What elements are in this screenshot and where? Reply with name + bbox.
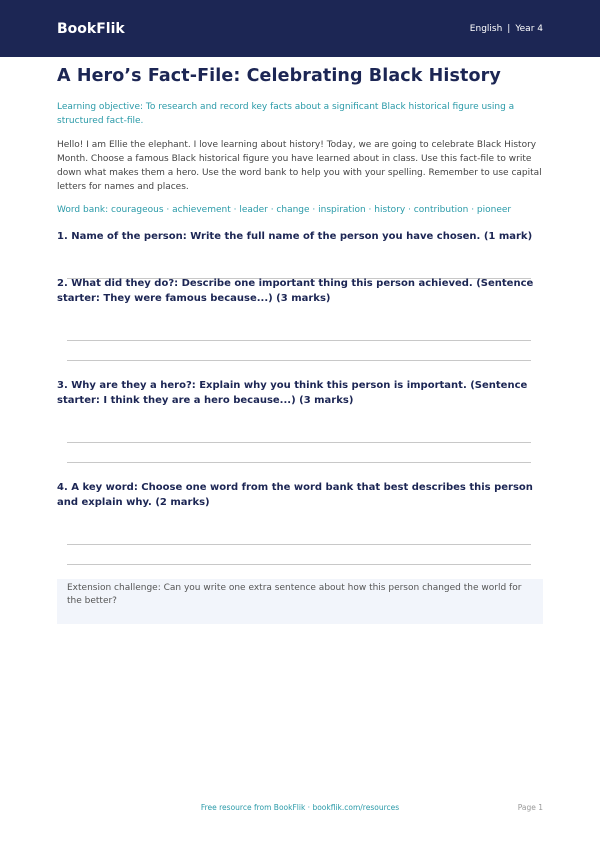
footer-link[interactable]: Free resource from BookFlik · bookflik.com/resources (200, 803, 400, 812)
answer-line-3b[interactable] (67, 462, 531, 463)
meta-separator: | (507, 23, 511, 34)
extension-challenge: Extension challenge: Can you write one extra sentence about how this person changed the world for the better? (57, 579, 543, 624)
year-label: Year 4 (515, 23, 543, 34)
answer-line-4a[interactable] (67, 544, 531, 545)
question-4: 4. A key word: Choose one word from the word bank that best describes this person and explain why. (2 marks) (57, 482, 533, 508)
question-3: 3. Why are they a hero?: Explain why you think this person is important. (Sentence starter: I think they are a hero because...) (3 marks) (57, 380, 528, 406)
answer-line-4b[interactable] (67, 564, 531, 565)
answer-line-2a[interactable] (67, 340, 531, 341)
page-number: Page 1 (517, 803, 543, 812)
learning-objective: Learning objective: To research and record key facts about a significant Black historical figure using a structured fact-file. (57, 102, 515, 126)
question-1: 1. Name of the person: Write the full name of the person you have chosen. (1 mark) (57, 231, 533, 242)
subject-label: English (469, 23, 503, 34)
question-2: 2. What did they do?: Describe one important thing this person achieved. (Sentence starter: They were famous because...) (3 marks) (57, 278, 534, 304)
header-meta (470, 24, 543, 34)
page-title: A Hero’s Fact-File: Celebrating Black History (57, 66, 501, 86)
answer-line-2b[interactable] (67, 360, 531, 361)
brand-logo: BookFlik (57, 20, 125, 37)
page-header (0, 0, 600, 57)
answer-line-3a[interactable] (67, 442, 531, 443)
worksheet-intro (57, 66, 543, 217)
intro-text: Hello! I am Ellie the elephant. I love learning about history! Today, we are going to celebrate Black History Month. Choose a famous Black historical figure you have learned about in class. Use this fact-file to write down what makes them a hero. Use the word bank to help you with your spelling. Remember to use capital letters for names and places. (57, 140, 542, 192)
word-bank: Word bank: courageous · achievement · leader · change · inspiration · history · contribution · pioneer (57, 205, 512, 215)
